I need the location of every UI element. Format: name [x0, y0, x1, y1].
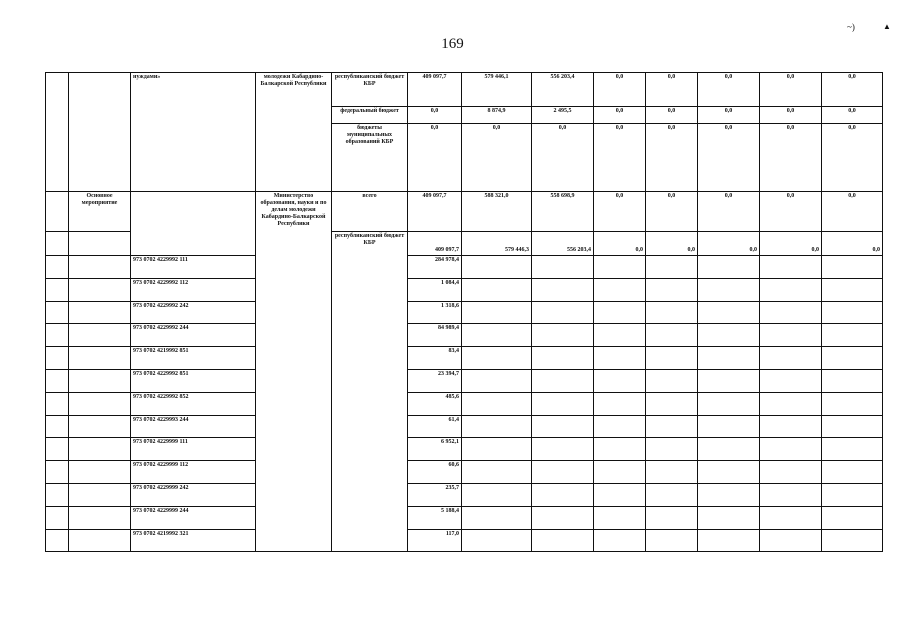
value-cell: 0,0	[462, 124, 532, 192]
empty-cell	[532, 483, 594, 506]
empty-cell	[594, 529, 646, 552]
budget-code-cell: 973 0702 4219992 321	[131, 529, 256, 552]
empty-cell	[69, 369, 131, 392]
empty-cell	[646, 415, 698, 438]
value-cell: 0,0	[594, 107, 646, 124]
budget-code-cell: 973 0702 4229992 111	[131, 256, 256, 279]
empty-cell	[462, 256, 532, 279]
value-cell: 0,0	[822, 107, 883, 124]
funding-source-cell: федеральный бюджет	[332, 107, 408, 124]
budget-code-cell: 973 0702 4229992 112	[131, 278, 256, 301]
empty-cell	[69, 256, 131, 279]
empty-cell	[69, 392, 131, 415]
value-cell: 0,0	[822, 192, 883, 232]
empty-cell	[698, 483, 760, 506]
empty-cell	[822, 301, 883, 324]
empty-cell	[646, 461, 698, 484]
empty-cell	[646, 278, 698, 301]
budget-table	[45, 72, 883, 552]
budget-code-cell: 973 0702 4229999 244	[131, 506, 256, 529]
value-cell: 579 446,3	[462, 232, 532, 256]
value-cell: 0,0	[646, 192, 698, 232]
code-row	[46, 369, 883, 392]
value-cell: 0,0	[646, 73, 698, 107]
empty-cell	[462, 529, 532, 552]
funding-source-cell: республиканский бюджет КБР	[332, 73, 408, 107]
empty-cell	[69, 73, 131, 192]
value-cell: 0,0	[822, 124, 883, 192]
value-cell: 485,6	[408, 392, 462, 415]
value-cell: 0,0	[760, 124, 822, 192]
empty-cell	[46, 256, 69, 279]
value-cell: 84 989,4	[408, 324, 462, 347]
empty-cell	[594, 415, 646, 438]
value-cell: 0,0	[408, 124, 462, 192]
budget-code-cell: 973 0702 4229999 112	[131, 461, 256, 484]
empty-cell	[760, 529, 822, 552]
empty-cell	[46, 461, 69, 484]
code-row	[46, 301, 883, 324]
empty-cell	[822, 529, 883, 552]
value-cell: 556 203,4	[532, 232, 594, 256]
funding-source-cell: республиканский бюджет КБР	[332, 232, 408, 552]
code-row	[46, 415, 883, 438]
empty-cell	[646, 392, 698, 415]
empty-cell	[822, 324, 883, 347]
value-cell: 5 188,4	[408, 506, 462, 529]
empty-cell	[46, 324, 69, 347]
empty-cell	[594, 256, 646, 279]
empty-cell	[822, 438, 883, 461]
empty-cell	[69, 461, 131, 484]
empty-cell	[462, 347, 532, 370]
empty-cell	[532, 461, 594, 484]
empty-cell	[532, 256, 594, 279]
value-cell: 284 978,4	[408, 256, 462, 279]
empty-cell	[822, 278, 883, 301]
empty-cell	[462, 483, 532, 506]
value-cell: 2 495,5	[532, 107, 594, 124]
empty-cell	[698, 461, 760, 484]
value-cell: 60,6	[408, 461, 462, 484]
code-row	[46, 278, 883, 301]
budget-code-cell: 973 0702 4229999 242	[131, 483, 256, 506]
empty-cell	[760, 483, 822, 506]
empty-cell	[594, 392, 646, 415]
empty-cell	[532, 347, 594, 370]
empty-cell	[46, 369, 69, 392]
total-row	[46, 192, 883, 232]
value-cell: 556 203,4	[532, 73, 594, 107]
value-cell: 0,0	[698, 232, 760, 256]
corner-dot: ▲	[883, 22, 891, 31]
value-cell: 0,0	[594, 73, 646, 107]
empty-cell	[822, 461, 883, 484]
empty-cell	[594, 278, 646, 301]
empty-cell	[822, 415, 883, 438]
empty-cell	[532, 301, 594, 324]
budget-code-cell: 973 0702 4229992 852	[131, 392, 256, 415]
value-cell: 1 318,6	[408, 301, 462, 324]
empty-cell	[646, 301, 698, 324]
empty-cell	[462, 438, 532, 461]
value-cell: 0,0	[698, 124, 760, 192]
empty-cell	[822, 347, 883, 370]
value-cell: 579 446,1	[462, 73, 532, 107]
empty-cell	[69, 232, 131, 256]
value-cell: 23 394,7	[408, 369, 462, 392]
empty-cell	[760, 324, 822, 347]
code-row	[46, 392, 883, 415]
empty-cell	[822, 392, 883, 415]
value-cell: 235,7	[408, 483, 462, 506]
empty-cell	[532, 392, 594, 415]
value-cell: 117,0	[408, 529, 462, 552]
empty-cell	[462, 301, 532, 324]
empty-cell	[69, 347, 131, 370]
empty-cell	[760, 301, 822, 324]
funding-source-cell: бюджеты муниципальных образований КБР	[332, 124, 408, 192]
top-row	[46, 73, 883, 107]
page-number: 169	[441, 36, 464, 52]
empty-cell	[594, 347, 646, 370]
empty-cell	[594, 483, 646, 506]
empty-cell	[698, 256, 760, 279]
empty-cell	[760, 415, 822, 438]
value-cell: 61,4	[408, 415, 462, 438]
code-row	[46, 256, 883, 279]
executor-cell: молодежи Кабардино-Балкарской Республики	[256, 73, 332, 192]
budget-code-cell: 973 0702 4229993 244	[131, 415, 256, 438]
value-cell: 0,0	[822, 73, 883, 107]
value-cell: 1 084,4	[408, 278, 462, 301]
empty-cell	[69, 438, 131, 461]
empty-cell	[594, 461, 646, 484]
empty-cell	[822, 483, 883, 506]
empty-cell	[646, 506, 698, 529]
empty-cell	[462, 369, 532, 392]
empty-cell	[69, 506, 131, 529]
empty-cell	[69, 301, 131, 324]
empty-cell	[760, 438, 822, 461]
value-cell: 0,0	[760, 73, 822, 107]
code-row	[46, 438, 883, 461]
empty-cell	[46, 73, 69, 192]
budget-code-cell: 973 0702 4229992 242	[131, 301, 256, 324]
empty-cell	[462, 324, 532, 347]
empty-cell	[760, 392, 822, 415]
code-row	[46, 461, 883, 484]
empty-cell	[760, 506, 822, 529]
empty-cell	[698, 506, 760, 529]
empty-cell	[532, 438, 594, 461]
empty-cell	[698, 529, 760, 552]
value-cell: 409 097,7	[408, 192, 462, 232]
empty-cell	[646, 438, 698, 461]
program-name-cell: нуждами»	[131, 73, 256, 192]
value-cell: 0,0	[698, 73, 760, 107]
empty-cell	[46, 232, 69, 256]
value-cell: 0,0	[698, 107, 760, 124]
empty-cell	[69, 483, 131, 506]
empty-cell	[760, 256, 822, 279]
budget-code-cell: 973 0702 4219992 851	[131, 347, 256, 370]
value-cell: 0,0	[760, 107, 822, 124]
empty-cell	[698, 415, 760, 438]
value-cell: 588 321,0	[462, 192, 532, 232]
funding-source-cell: всего	[332, 192, 408, 232]
code-row	[46, 506, 883, 529]
empty-cell	[594, 506, 646, 529]
empty-cell	[698, 438, 760, 461]
value-cell: 409 097,7	[408, 232, 462, 256]
corner-mark: ~)	[847, 22, 855, 32]
empty-cell	[462, 278, 532, 301]
empty-cell	[698, 392, 760, 415]
empty-cell	[646, 369, 698, 392]
value-cell: 0,0	[760, 232, 822, 256]
budget-code-cell: 973 0702 4229992 244	[131, 324, 256, 347]
budget-code-cell: 973 0702 4229999 111	[131, 438, 256, 461]
empty-cell	[69, 324, 131, 347]
empty-cell	[532, 369, 594, 392]
value-cell: 0,0	[646, 107, 698, 124]
empty-cell	[532, 415, 594, 438]
empty-cell	[698, 278, 760, 301]
empty-cell	[532, 278, 594, 301]
empty-cell	[46, 278, 69, 301]
value-cell: 0,0	[646, 124, 698, 192]
empty-cell	[46, 415, 69, 438]
value-cell: 0,0	[594, 192, 646, 232]
value-cell: 0,0	[822, 232, 883, 256]
empty-cell	[462, 392, 532, 415]
value-cell: 8 874,9	[462, 107, 532, 124]
value-cell: 0,0	[760, 192, 822, 232]
value-cell: 558 698,9	[532, 192, 594, 232]
empty-cell	[46, 438, 69, 461]
empty-cell	[131, 192, 256, 256]
empty-cell	[698, 369, 760, 392]
empty-cell	[760, 461, 822, 484]
empty-cell	[822, 506, 883, 529]
code-row	[46, 483, 883, 506]
empty-cell	[532, 324, 594, 347]
empty-cell	[760, 369, 822, 392]
empty-cell	[698, 301, 760, 324]
empty-cell	[46, 347, 69, 370]
value-cell: 6 952,1	[408, 438, 462, 461]
value-cell: 0,0	[594, 124, 646, 192]
empty-cell	[46, 192, 69, 232]
empty-cell	[462, 461, 532, 484]
value-cell: 83,4	[408, 347, 462, 370]
empty-cell	[646, 529, 698, 552]
empty-cell	[532, 529, 594, 552]
empty-cell	[646, 324, 698, 347]
executor-cell: Министерство образования, науки и по делам молодежи Кабардино-Балкарской Республики	[256, 192, 332, 552]
value-cell: 0,0	[532, 124, 594, 192]
code-row	[46, 324, 883, 347]
empty-cell	[646, 483, 698, 506]
empty-cell	[46, 483, 69, 506]
empty-cell	[46, 301, 69, 324]
value-cell: 0,0	[646, 232, 698, 256]
empty-cell	[462, 506, 532, 529]
empty-cell	[646, 256, 698, 279]
empty-cell	[69, 278, 131, 301]
empty-cell	[822, 369, 883, 392]
empty-cell	[532, 506, 594, 529]
code-row	[46, 347, 883, 370]
empty-cell	[69, 529, 131, 552]
empty-cell	[69, 415, 131, 438]
empty-cell	[46, 529, 69, 552]
empty-cell	[822, 256, 883, 279]
budget-code-cell: 973 0702 4229992 851	[131, 369, 256, 392]
empty-cell	[594, 324, 646, 347]
empty-cell	[594, 301, 646, 324]
empty-cell	[698, 347, 760, 370]
measure-type-cell: Основное мероприятие	[69, 192, 131, 232]
value-cell: 409 097,7	[408, 73, 462, 107]
value-cell: 0,0	[698, 192, 760, 232]
empty-cell	[594, 369, 646, 392]
code-row	[46, 529, 883, 552]
empty-cell	[462, 415, 532, 438]
empty-cell	[760, 278, 822, 301]
empty-cell	[760, 347, 822, 370]
empty-cell	[698, 324, 760, 347]
empty-cell	[46, 506, 69, 529]
empty-cell	[594, 438, 646, 461]
empty-cell	[646, 347, 698, 370]
empty-cell	[46, 392, 69, 415]
value-cell: 0,0	[408, 107, 462, 124]
value-cell: 0,0	[594, 232, 646, 256]
